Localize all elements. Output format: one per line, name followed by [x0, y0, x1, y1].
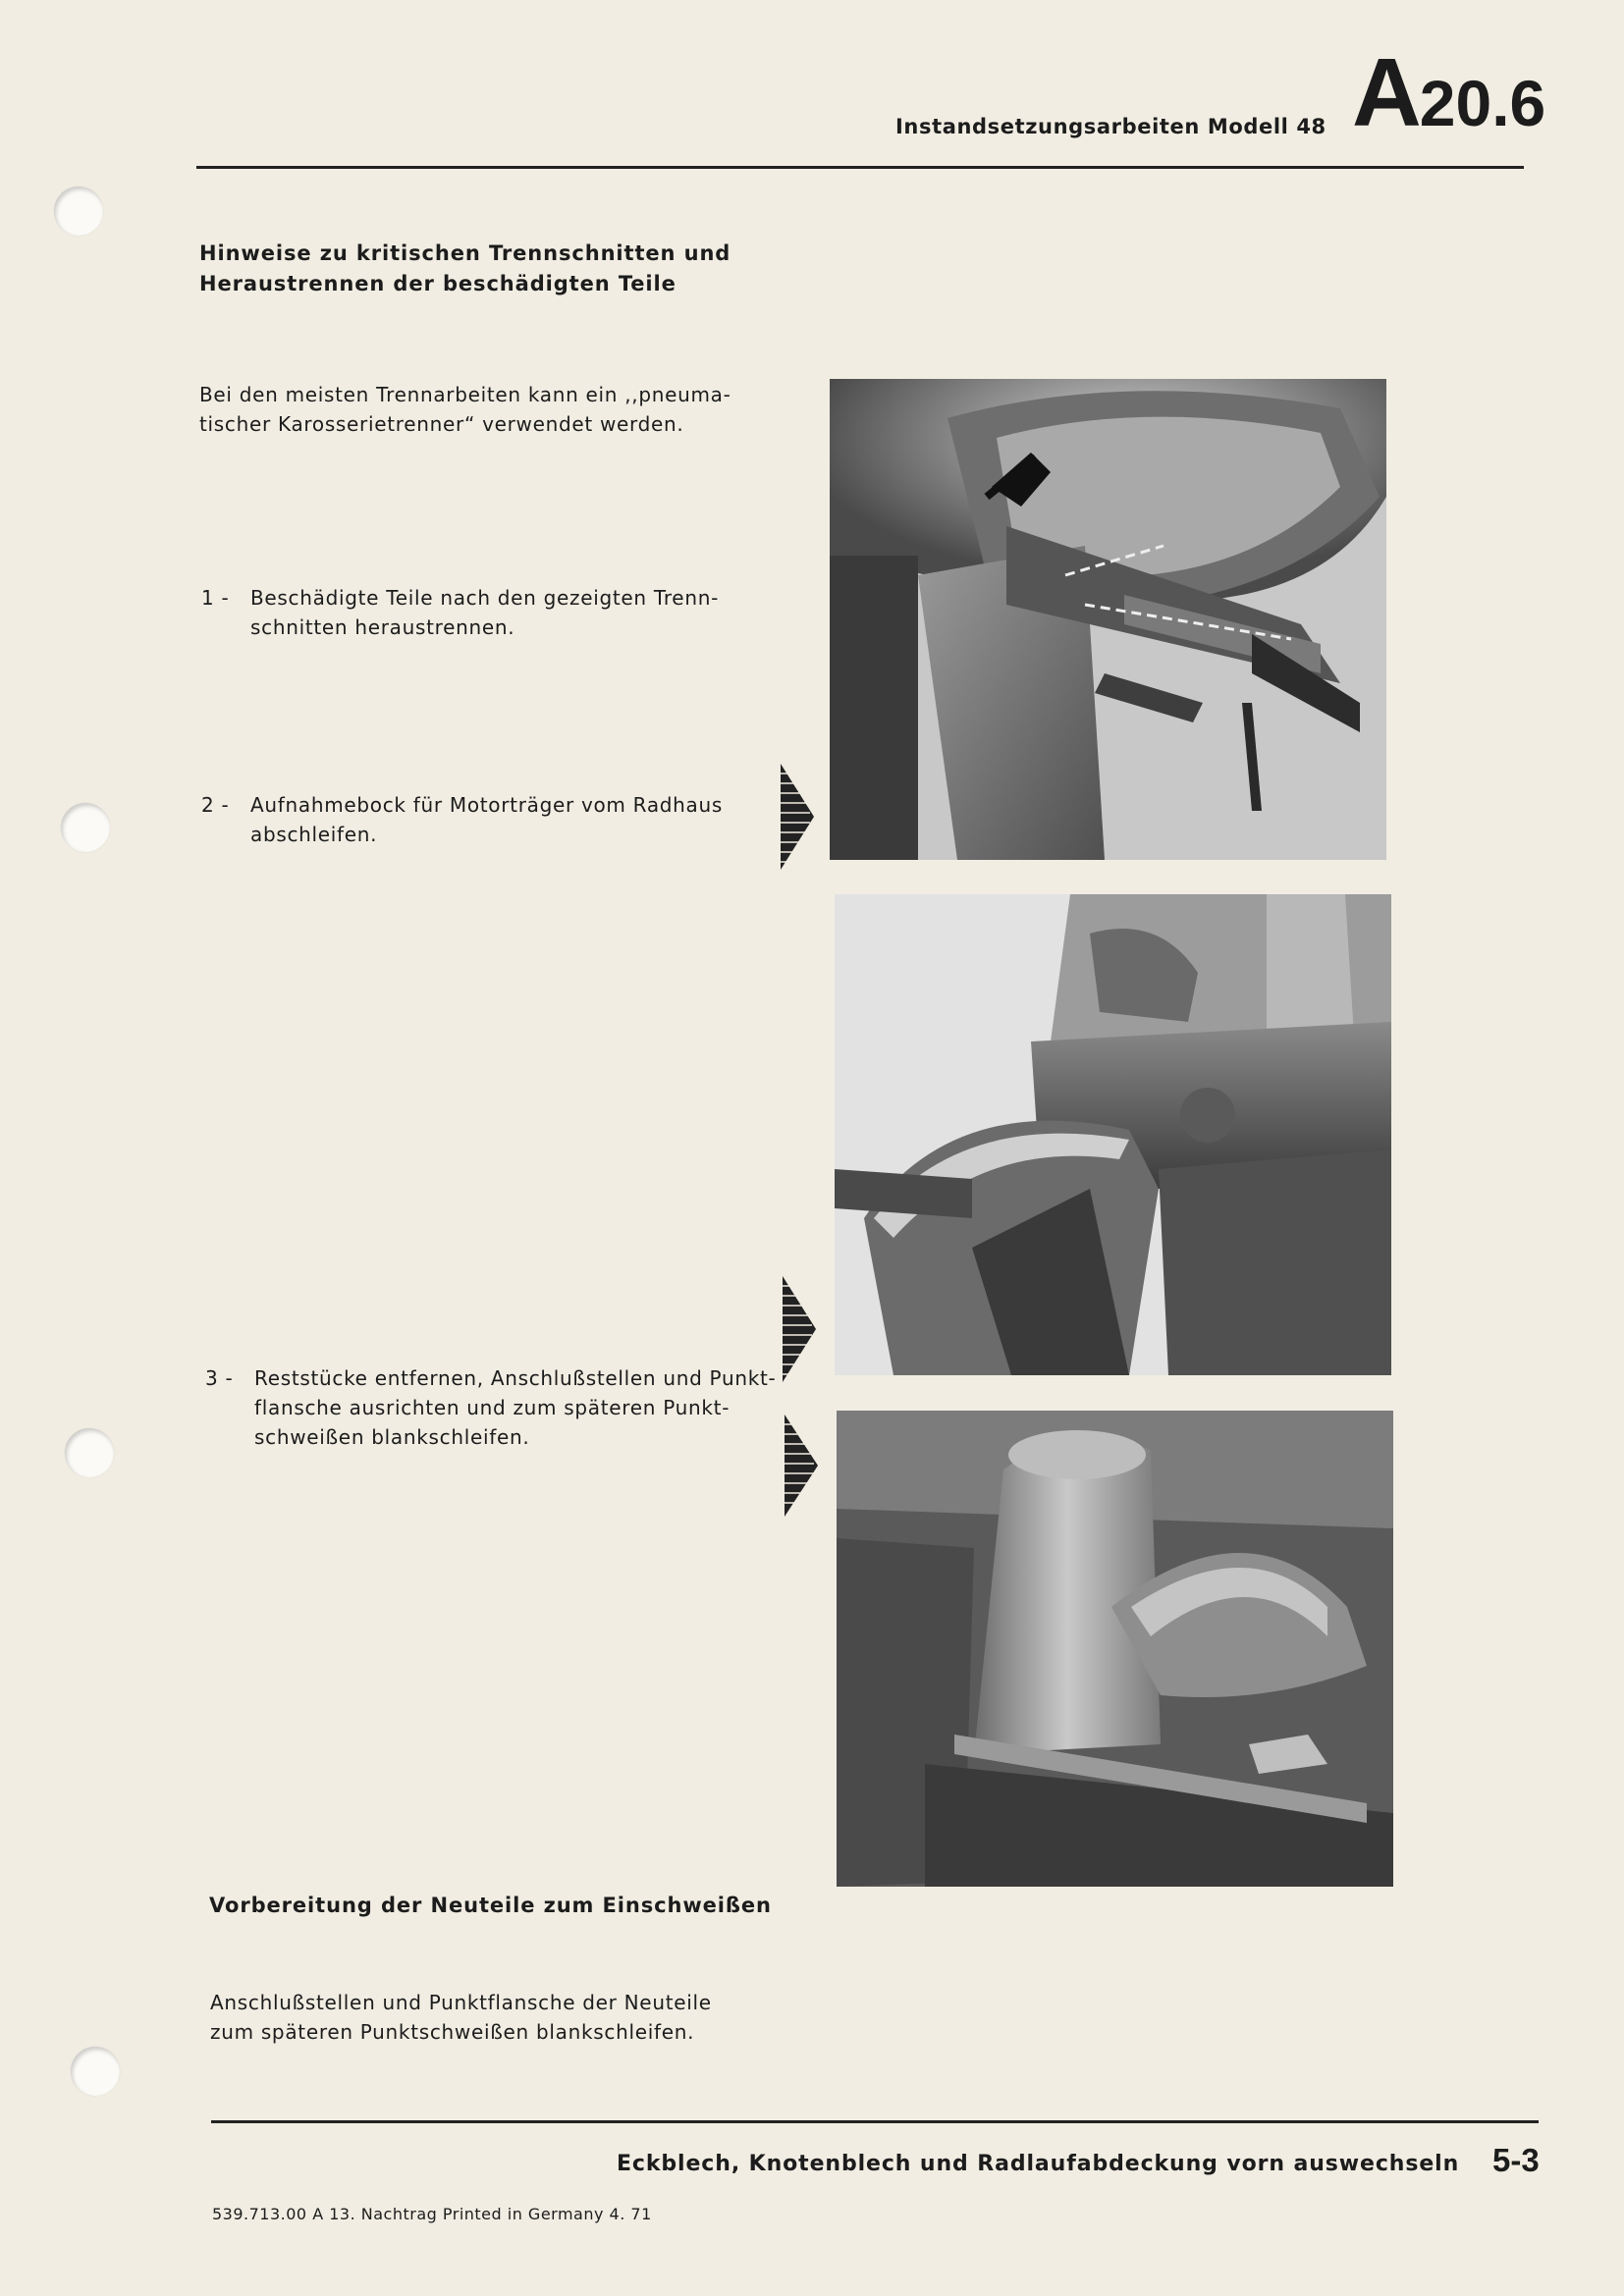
photo-step-3 — [837, 1411, 1393, 1887]
step-1-line2: schnitten heraustrennen. — [250, 615, 515, 639]
imprint: 539.713.00 A 13. Nachtrag Printed in Germany 4. 71 — [212, 2205, 652, 2223]
step-2-line2: abschleifen. — [250, 823, 378, 846]
step-3-line3: schweißen blankschleifen. — [254, 1425, 530, 1449]
step-1-line1: Beschädigte Teile nach den gezeigten Trenn- — [250, 586, 719, 610]
page-code-letter: A — [1352, 38, 1420, 146]
binder-hole-3 — [65, 1428, 114, 1477]
step-2-number: 2 - — [201, 793, 230, 817]
preparation-heading: Vorbereitung der Neuteile zum Einschweißen — [209, 1894, 772, 1917]
step-2-line1: Aufnahmebock für Motorträger vom Radhaus — [250, 793, 723, 817]
photo-step-2 — [835, 894, 1391, 1375]
photo-step-3-graphic — [837, 1411, 1393, 1887]
preparation-paragraph: Anschlußstellen und Punktflansche der Neuteile zum späteren Punktschweißen blankschleifen. — [210, 1991, 712, 2044]
binder-hole-1 — [54, 187, 103, 236]
binder-hole-2 — [61, 803, 110, 852]
binder-hole-4 — [71, 2047, 120, 2096]
step-3-line1: Reststücke entfernen, Anschlußstellen und Punkt- — [254, 1366, 777, 1390]
pointer-arrow-1-icon — [781, 764, 816, 870]
photo-step-1 — [830, 379, 1386, 860]
page-code — [1352, 38, 1546, 146]
footer-title: Eckblech, Knotenblech und Radlaufabdeckung vorn auswechseln — [617, 2152, 1460, 2176]
photo-step-1-graphic — [830, 379, 1386, 860]
photo-step-2-graphic — [835, 894, 1391, 1375]
step-1-number: 1 - — [201, 586, 230, 610]
header-title: Instandsetzungsarbeiten Modell 48 — [895, 115, 1326, 138]
header-rule — [196, 166, 1524, 169]
step-3-line2: flansche ausrichten und zum späteren Punkt- — [254, 1396, 731, 1419]
pointer-arrow-2-icon — [783, 1276, 818, 1382]
page-number: 5-3 — [1492, 2142, 1540, 2178]
step-3-number: 3 - — [205, 1366, 234, 1390]
intro-paragraph: Bei den meisten Trennarbeiten kann ein ,,pneuma- tischer Karosserietrenner“ verwendet werden. — [199, 383, 731, 436]
pointer-arrow-3-icon — [785, 1415, 820, 1517]
page-code-number: 20.6 — [1419, 67, 1546, 139]
footer-rule — [211, 2120, 1539, 2123]
section-heading: Hinweise zu kritischen Trennschnitten und Heraustrennen der beschädigten Teile — [199, 241, 731, 295]
